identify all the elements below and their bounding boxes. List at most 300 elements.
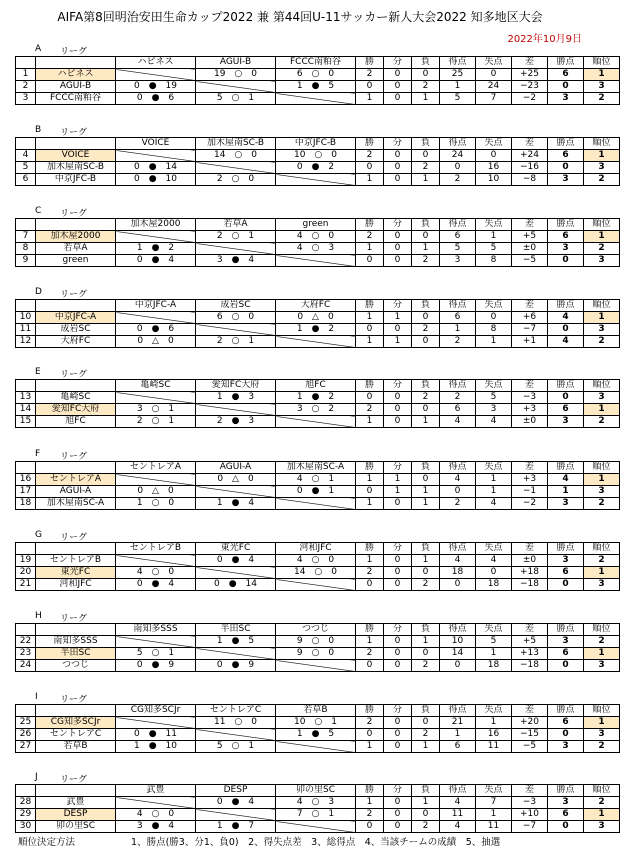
team-name: 半田SC: [36, 648, 116, 660]
team-name: 加木屋南SC-B: [36, 162, 116, 174]
header-stat: 順位: [584, 543, 620, 555]
match-result: 4 ○ 0: [116, 809, 196, 821]
league-word: リーグ: [60, 209, 88, 219]
match-result: 4 ○ 0: [276, 231, 356, 243]
header-opponent: 中京JFC-B: [276, 138, 356, 150]
header-blank: [16, 543, 36, 555]
header-opponent: つつじ: [276, 624, 356, 636]
header-stat: 得点: [440, 624, 476, 636]
header-opponent: セントレアC: [196, 705, 276, 717]
match-result: 4 ○ 0: [116, 567, 196, 579]
points-cell: 3: [548, 498, 584, 510]
stat-cell: 1: [476, 486, 512, 498]
self-match-cell: [276, 255, 356, 267]
table-row: [16, 336, 620, 348]
team-name: 大府FC: [36, 336, 116, 348]
stat-cell: 2: [356, 150, 384, 162]
rank-cell: 2: [584, 636, 620, 648]
stat-cell: 10: [440, 636, 476, 648]
header-blank: [16, 624, 36, 636]
table-header-row: [16, 380, 620, 392]
header-stat: 失点: [476, 219, 512, 231]
table-row: [16, 648, 620, 660]
stat-cell: +3: [512, 404, 548, 416]
stat-cell: 0: [412, 474, 440, 486]
stat-cell: 1: [356, 474, 384, 486]
row-number: 5: [16, 162, 36, 174]
stat-cell: +13: [512, 648, 548, 660]
league-letter: J: [35, 772, 38, 782]
stat-cell: 24: [440, 150, 476, 162]
self-match-cell: [116, 69, 196, 81]
header-stat: 差: [512, 380, 548, 392]
stat-cell: 5: [440, 93, 476, 105]
stat-cell: 2: [412, 255, 440, 267]
header-stat: 勝点: [548, 543, 584, 555]
header-stat: 差: [512, 785, 548, 797]
row-number: 26: [16, 729, 36, 741]
header-stat: 分: [384, 785, 412, 797]
table-row: [16, 255, 620, 267]
header-opponent: CG知多SCJr: [116, 705, 196, 717]
stat-cell: 0: [384, 81, 412, 93]
stat-cell: +1: [512, 336, 548, 348]
header-stat: 勝: [356, 380, 384, 392]
header-blank: [16, 462, 36, 474]
league-table: [15, 623, 620, 672]
stat-cell: 1: [356, 797, 384, 809]
row-number: 16: [16, 474, 36, 486]
header-stat: 勝: [356, 705, 384, 717]
header-stat: 失点: [476, 138, 512, 150]
header-blank: [16, 138, 36, 150]
stat-cell: 1: [440, 81, 476, 93]
stat-cell: 1: [476, 809, 512, 821]
match-result: 0 ● 11: [116, 729, 196, 741]
row-number: 20: [16, 567, 36, 579]
league-heading: [15, 530, 587, 542]
points-cell: 3: [548, 416, 584, 428]
table-row: [16, 486, 620, 498]
stat-cell: 0: [412, 648, 440, 660]
stat-cell: 0: [384, 567, 412, 579]
stat-cell: 1: [356, 498, 384, 510]
header-stat: 勝点: [548, 705, 584, 717]
header-stat: 負: [412, 543, 440, 555]
header-stat: 負: [412, 219, 440, 231]
self-match-cell: [196, 648, 276, 660]
self-match-cell: [196, 809, 276, 821]
stat-cell: −7: [512, 324, 548, 336]
match-result: 4 ○ 0: [276, 555, 356, 567]
team-name: 東光FC: [36, 567, 116, 579]
stat-cell: 0: [356, 392, 384, 404]
header-opponent: セントレアB: [116, 543, 196, 555]
stat-cell: 0: [356, 579, 384, 591]
league-letter: E: [35, 367, 41, 377]
stat-cell: 18: [476, 660, 512, 672]
stat-cell: −1: [512, 486, 548, 498]
table-row: [16, 81, 620, 93]
points-cell: 0: [548, 324, 584, 336]
league-heading: [15, 449, 587, 461]
stat-cell: 2: [440, 498, 476, 510]
stat-cell: +5: [512, 636, 548, 648]
points-cell: 6: [548, 648, 584, 660]
stat-cell: 0: [384, 498, 412, 510]
league-word: リーグ: [60, 290, 88, 300]
team-name: セントレアC: [36, 729, 116, 741]
team-name: 若草B: [36, 741, 116, 753]
self-match-cell: [276, 416, 356, 428]
rank-cell: 3: [584, 821, 620, 833]
match-result: 1 ● 5: [276, 729, 356, 741]
table-header-row: [16, 785, 620, 797]
header-stat: 順位: [584, 462, 620, 474]
rank-cell: 2: [584, 93, 620, 105]
stat-cell: 0: [412, 69, 440, 81]
table-row: [16, 555, 620, 567]
header-stat: 分: [384, 138, 412, 150]
stat-cell: −3: [512, 797, 548, 809]
header-stat: 失点: [476, 543, 512, 555]
rank-cell: 3: [584, 81, 620, 93]
header-stat: 勝点: [548, 462, 584, 474]
self-match-cell: [116, 474, 196, 486]
stat-cell: 1: [476, 474, 512, 486]
team-name: AGUI-A: [36, 486, 116, 498]
stat-cell: 16: [476, 162, 512, 174]
header-stat: 順位: [584, 705, 620, 717]
header-stat: 勝: [356, 57, 384, 69]
match-result: 0 ● 9: [196, 660, 276, 672]
match-result: 1 ● 3: [196, 392, 276, 404]
rank-cell: 2: [584, 555, 620, 567]
stat-cell: 3: [440, 255, 476, 267]
stat-cell: 0: [412, 567, 440, 579]
table-row: [16, 717, 620, 729]
stat-cell: 1: [476, 648, 512, 660]
stat-cell: 14: [440, 648, 476, 660]
self-match-cell: [196, 81, 276, 93]
table-row: [16, 162, 620, 174]
stat-cell: +20: [512, 717, 548, 729]
rank-cell: 1: [584, 312, 620, 324]
rank-cell: 3: [584, 660, 620, 672]
row-number: 25: [16, 717, 36, 729]
league-b: [15, 125, 611, 186]
stat-cell: 0: [356, 821, 384, 833]
header-stat: 負: [412, 785, 440, 797]
self-match-cell: [116, 312, 196, 324]
stat-cell: 0: [412, 717, 440, 729]
self-match-cell: [196, 567, 276, 579]
match-result: 9 ○ 0: [276, 648, 356, 660]
stat-cell: 2: [440, 174, 476, 186]
match-result: 0 ● 4: [116, 579, 196, 591]
self-match-cell: [116, 231, 196, 243]
stat-cell: 1: [356, 93, 384, 105]
points-cell: 3: [548, 741, 584, 753]
header-stat: 分: [384, 705, 412, 717]
rank-cell: 3: [584, 579, 620, 591]
stat-cell: 0: [384, 636, 412, 648]
stat-cell: 11: [476, 821, 512, 833]
self-match-cell: [196, 486, 276, 498]
header-opponent: 東光FC: [196, 543, 276, 555]
rank-cell: 1: [584, 717, 620, 729]
rank-cell: 3: [584, 255, 620, 267]
ranking-method-label: 順位決定方法: [18, 837, 76, 848]
match-result: 1 ● 4: [196, 498, 276, 510]
stat-cell: 2: [356, 231, 384, 243]
stat-cell: 6: [440, 741, 476, 753]
table-row: [16, 174, 620, 186]
header-opponent: 若草A: [196, 219, 276, 231]
row-number: 23: [16, 648, 36, 660]
self-match-cell: [116, 636, 196, 648]
stat-cell: 1: [476, 231, 512, 243]
stat-cell: 0: [412, 231, 440, 243]
match-result: 0 ● 19: [116, 81, 196, 93]
stat-cell: 2: [440, 336, 476, 348]
points-cell: 3: [548, 636, 584, 648]
team-name: 亀崎SC: [36, 392, 116, 404]
stat-cell: 1: [476, 717, 512, 729]
league-word: リーグ: [60, 695, 88, 705]
header-stat: 差: [512, 705, 548, 717]
stat-cell: 2: [412, 324, 440, 336]
rank-cell: 3: [584, 486, 620, 498]
header-stat: 勝: [356, 624, 384, 636]
stat-cell: 8: [476, 324, 512, 336]
stat-cell: 1: [356, 636, 384, 648]
header-stat: 勝: [356, 300, 384, 312]
stat-cell: −18: [512, 660, 548, 672]
stat-cell: 0: [384, 162, 412, 174]
match-result: 2 ○ 1: [116, 416, 196, 428]
points-cell: 3: [548, 93, 584, 105]
ranking-method-text: 1、勝点(勝3、分1、負0) 2、得失点差 3、総得点 4、当該チームの成績 5、抽選: [131, 837, 501, 848]
header-blank: [16, 57, 36, 69]
stat-cell: 1: [384, 336, 412, 348]
stat-cell: 0: [356, 162, 384, 174]
self-match-cell: [276, 336, 356, 348]
match-result: 0 ● 14: [196, 579, 276, 591]
stat-cell: 2: [356, 404, 384, 416]
header-blank: [36, 705, 116, 717]
header-blank: [36, 219, 116, 231]
match-result: 2 ○ 1: [196, 336, 276, 348]
stat-cell: 2: [412, 81, 440, 93]
rank-cell: 1: [584, 150, 620, 162]
self-match-cell: [276, 741, 356, 753]
team-name: VOICE: [36, 150, 116, 162]
league-letter: B: [35, 125, 42, 135]
stat-cell: 1: [412, 498, 440, 510]
table-row: [16, 69, 620, 81]
header-stat: 負: [412, 705, 440, 717]
match-result: 14 ○ 0: [276, 567, 356, 579]
stat-cell: 1: [412, 243, 440, 255]
header-stat: 得点: [440, 380, 476, 392]
stat-cell: 4: [476, 416, 512, 428]
table-row: [16, 741, 620, 753]
table-header-row: [16, 57, 620, 69]
rank-cell: 1: [584, 231, 620, 243]
stat-cell: 8: [476, 255, 512, 267]
stat-cell: −8: [512, 174, 548, 186]
table-row: [16, 498, 620, 510]
header-blank: [16, 785, 36, 797]
row-number: 6: [16, 174, 36, 186]
header-stat: 得点: [440, 219, 476, 231]
league-c: [15, 206, 611, 267]
match-result: 0 ● 14: [116, 162, 196, 174]
league-g: [15, 530, 611, 591]
match-result: 0 ● 6: [116, 93, 196, 105]
stat-cell: 0: [356, 660, 384, 672]
header-blank: [16, 380, 36, 392]
team-name: ハピネス: [36, 69, 116, 81]
header-stat: 順位: [584, 785, 620, 797]
stat-cell: 0: [440, 162, 476, 174]
match-result: 4 ○ 1: [276, 474, 356, 486]
stat-cell: 0: [356, 255, 384, 267]
team-name: 成岩SC: [36, 324, 116, 336]
header-opponent: green: [276, 219, 356, 231]
header-opponent: ハピネス: [116, 57, 196, 69]
stat-cell: 11: [440, 809, 476, 821]
stat-cell: ±0: [512, 243, 548, 255]
rank-cell: 1: [584, 648, 620, 660]
row-number: 9: [16, 255, 36, 267]
stat-cell: −5: [512, 741, 548, 753]
header-stat: 順位: [584, 624, 620, 636]
stat-cell: 6: [440, 404, 476, 416]
rank-cell: 3: [584, 392, 620, 404]
header-stat: 失点: [476, 380, 512, 392]
stat-cell: 0: [384, 717, 412, 729]
header-blank: [16, 300, 36, 312]
stat-cell: 3: [476, 404, 512, 416]
stat-cell: 16: [476, 729, 512, 741]
match-result: 3 ● 4: [116, 821, 196, 833]
stat-cell: 4: [476, 555, 512, 567]
header-stat: 得点: [440, 57, 476, 69]
stat-cell: 4: [440, 474, 476, 486]
stat-cell: 2: [412, 579, 440, 591]
stat-cell: 21: [440, 717, 476, 729]
self-match-cell: [116, 555, 196, 567]
stat-cell: 1: [356, 416, 384, 428]
league-table: [15, 704, 620, 753]
header-stat: 分: [384, 219, 412, 231]
points-cell: 6: [548, 717, 584, 729]
stat-cell: 10: [476, 174, 512, 186]
stat-cell: 7: [476, 93, 512, 105]
header-opponent: 卯の里SC: [276, 785, 356, 797]
table-row: [16, 243, 620, 255]
header-blank: [36, 300, 116, 312]
match-result: 0 △ 0: [276, 312, 356, 324]
stat-cell: 0: [384, 174, 412, 186]
match-result: 1 ● 5: [276, 81, 356, 93]
stat-cell: 1: [412, 486, 440, 498]
league-word: リーグ: [60, 128, 88, 138]
match-result: 5 ○ 1: [116, 648, 196, 660]
header-opponent: 加木屋2000: [116, 219, 196, 231]
points-cell: 0: [548, 729, 584, 741]
header-opponent: 亀崎SC: [116, 380, 196, 392]
league-heading: [15, 611, 587, 623]
table-row: [16, 93, 620, 105]
self-match-cell: [116, 392, 196, 404]
match-result: 19 ○ 0: [196, 69, 276, 81]
stat-cell: 4: [440, 555, 476, 567]
header-stat: 負: [412, 138, 440, 150]
match-result: 0 ● 10: [116, 174, 196, 186]
points-cell: 4: [548, 312, 584, 324]
team-name: DESP: [36, 809, 116, 821]
league-j: [15, 772, 611, 833]
rank-cell: 3: [584, 729, 620, 741]
header-stat: 得点: [440, 300, 476, 312]
points-cell: 0: [548, 660, 584, 672]
stat-cell: 11: [476, 741, 512, 753]
header-stat: 差: [512, 300, 548, 312]
points-cell: 0: [548, 579, 584, 591]
row-number: 19: [16, 555, 36, 567]
league-heading: [15, 367, 587, 379]
league-h: [15, 611, 611, 672]
stat-cell: 0: [384, 809, 412, 821]
stat-cell: 0: [384, 729, 412, 741]
match-result: 2 ○ 1: [196, 231, 276, 243]
league-letter: F: [35, 449, 41, 459]
team-name: 中京JFC-A: [36, 312, 116, 324]
table-row: [16, 579, 620, 591]
header-stat: 勝: [356, 219, 384, 231]
stat-cell: 5: [476, 392, 512, 404]
header-stat: 順位: [584, 219, 620, 231]
points-cell: 3: [548, 174, 584, 186]
stat-cell: 0: [384, 741, 412, 753]
stat-cell: +5: [512, 231, 548, 243]
stat-cell: 0: [384, 150, 412, 162]
header-stat: 勝点: [548, 785, 584, 797]
stat-cell: 0: [384, 231, 412, 243]
header-stat: 負: [412, 462, 440, 474]
match-result: 3 ○ 1: [116, 404, 196, 416]
header-opponent: 成岩SC: [196, 300, 276, 312]
stat-cell: 6: [440, 312, 476, 324]
header-stat: 失点: [476, 624, 512, 636]
points-cell: 0: [548, 821, 584, 833]
table-row: [16, 416, 620, 428]
header-stat: 差: [512, 624, 548, 636]
stat-cell: 0: [412, 150, 440, 162]
header-opponent: 加木屋南SC-A: [276, 462, 356, 474]
stat-cell: −15: [512, 729, 548, 741]
table-row: [16, 324, 620, 336]
stat-cell: 0: [384, 660, 412, 672]
stat-cell: 0: [440, 486, 476, 498]
stat-cell: 0: [412, 809, 440, 821]
rank-cell: 1: [584, 809, 620, 821]
self-match-cell: [196, 729, 276, 741]
table-header-row: [16, 543, 620, 555]
